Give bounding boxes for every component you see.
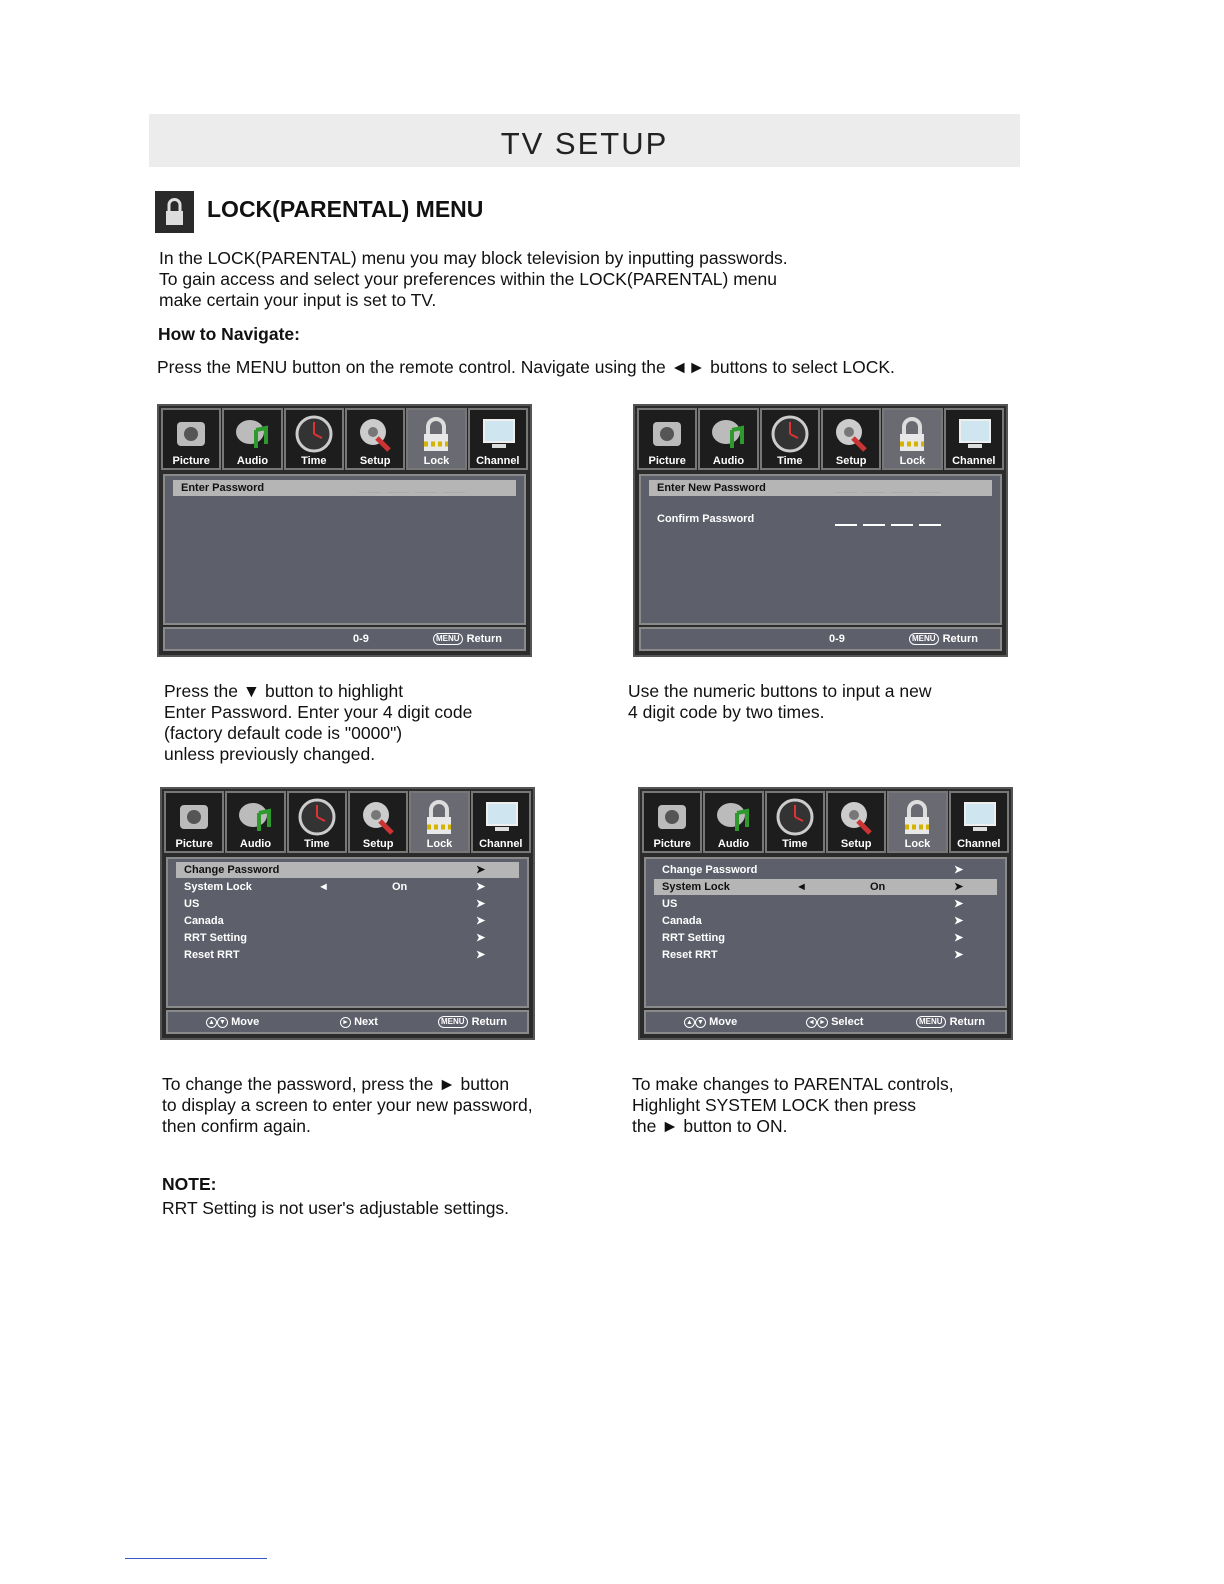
menu-panel bbox=[639, 474, 1002, 625]
clock-icon bbox=[770, 414, 810, 456]
gear-icon bbox=[355, 414, 395, 456]
return-hint: MENU Return bbox=[433, 633, 502, 645]
tab-picture[interactable]: Picture bbox=[161, 408, 221, 470]
menu-footer bbox=[166, 1010, 529, 1034]
music-note-icon bbox=[708, 414, 748, 456]
chevron-right-icon: ➤ bbox=[954, 898, 964, 910]
menu-item-change-password[interactable]: Change Password ➤ bbox=[662, 864, 964, 876]
chevron-right-icon: ➤ bbox=[954, 881, 964, 893]
tv-screen-lock-menu-change-password bbox=[160, 787, 535, 1040]
down-arrow-icon: ▼ bbox=[217, 1017, 228, 1028]
clock-icon bbox=[294, 414, 334, 456]
tab-setup[interactable]: Setup bbox=[826, 791, 886, 853]
next-hint: ► Next bbox=[340, 1016, 378, 1028]
camera-icon bbox=[171, 414, 211, 456]
right-arrow-icon: ► bbox=[817, 1017, 828, 1028]
music-note-icon bbox=[235, 797, 275, 839]
tab-picture[interactable]: Picture bbox=[637, 408, 697, 470]
padlock-icon bbox=[892, 414, 932, 456]
menu-button-icon: MENU bbox=[438, 1016, 468, 1028]
tv-screen-lock-menu-system-lock bbox=[638, 787, 1013, 1040]
clock-icon bbox=[297, 797, 337, 839]
menu-item-canada[interactable]: Canada ➤ bbox=[184, 915, 486, 927]
page-title: TV SETUP bbox=[500, 126, 669, 161]
menu-item-us[interactable]: US ➤ bbox=[184, 898, 486, 910]
chevron-right-icon: ➤ bbox=[476, 949, 486, 961]
tab-channel[interactable]: Channel bbox=[949, 791, 1009, 853]
tv-screen-new-password bbox=[633, 404, 1008, 657]
tab-lock[interactable]: Lock bbox=[406, 408, 466, 470]
caption-new-password: Use the numeric buttons to input a new 4 digit code by two times. bbox=[628, 681, 932, 722]
tv-screen-enter-password bbox=[157, 404, 532, 657]
tab-channel[interactable]: Channel bbox=[471, 791, 531, 853]
confirm-password-row[interactable]: Confirm Password bbox=[649, 511, 992, 527]
chevron-right-icon: ➤ bbox=[476, 915, 486, 927]
music-note-icon bbox=[713, 797, 753, 839]
menu-button-icon: MENU bbox=[916, 1016, 946, 1028]
chevron-right-icon: ➤ bbox=[954, 932, 964, 944]
enter-new-password-row[interactable]: Enter New Password bbox=[649, 480, 992, 496]
chevron-right-icon: ➤ bbox=[954, 915, 964, 927]
monitor-icon bbox=[954, 414, 994, 456]
menu-panel bbox=[163, 474, 526, 625]
tab-audio[interactable]: Audio bbox=[225, 791, 285, 853]
menu-tabs bbox=[637, 408, 1004, 470]
menu-item-system-lock[interactable]: System Lock ◄ On ➤ bbox=[654, 879, 997, 895]
padlock-icon bbox=[897, 797, 937, 839]
chevron-right-icon: ➤ bbox=[476, 864, 486, 876]
tab-setup[interactable]: Setup bbox=[821, 408, 881, 470]
camera-icon bbox=[652, 797, 692, 839]
chevron-right-icon: ➤ bbox=[476, 881, 486, 893]
tab-time[interactable]: Time bbox=[287, 791, 347, 853]
tab-audio[interactable]: Audio bbox=[698, 408, 758, 470]
caption-change-password: To change the password, press the ► button to display a screen to enter your new password, then confirm again. bbox=[162, 1074, 533, 1136]
menu-item-canada[interactable]: Canada ➤ bbox=[662, 915, 964, 927]
camera-icon bbox=[174, 797, 214, 839]
tab-setup[interactable]: Setup bbox=[345, 408, 405, 470]
chevron-right-icon: ➤ bbox=[954, 864, 964, 876]
music-note-icon bbox=[232, 414, 272, 456]
footer-rule bbox=[125, 1558, 267, 1559]
menu-item-rrt-setting[interactable]: RRT Setting ➤ bbox=[184, 932, 486, 944]
gear-icon bbox=[831, 414, 871, 456]
left-arrow-icon: ◄ bbox=[806, 1017, 817, 1028]
padlock-icon bbox=[416, 414, 456, 456]
note-heading: NOTE: bbox=[162, 1174, 217, 1194]
return-hint: MENU Return bbox=[909, 633, 978, 645]
camera-icon bbox=[647, 414, 687, 456]
caption-enter-password: Press the ▼ button to highlight Enter Password. Enter your 4 digit code (factory default code is "0000") unless previously changed. bbox=[164, 681, 473, 764]
menu-button-icon: MENU bbox=[909, 633, 939, 645]
chevron-right-icon: ➤ bbox=[954, 949, 964, 961]
tab-channel[interactable]: Channel bbox=[468, 408, 528, 470]
menu-button-icon: MENU bbox=[433, 633, 463, 645]
menu-tabs bbox=[161, 408, 528, 470]
chevron-right-icon: ➤ bbox=[476, 932, 486, 944]
tab-picture[interactable]: Picture bbox=[164, 791, 224, 853]
menu-item-change-password[interactable]: Change Password ➤ bbox=[176, 862, 519, 878]
up-arrow-icon: ▲ bbox=[206, 1017, 217, 1028]
tab-audio[interactable]: Audio bbox=[222, 408, 282, 470]
menu-footer bbox=[644, 1010, 1007, 1034]
tab-time[interactable]: Time bbox=[760, 408, 820, 470]
padlock-icon bbox=[419, 797, 459, 839]
note-text: RRT Setting is not user's adjustable settings. bbox=[162, 1198, 510, 1218]
clock-icon bbox=[775, 797, 815, 839]
return-hint: MENU Return bbox=[916, 1016, 985, 1028]
section-title: LOCK(PARENTAL) MENU bbox=[207, 196, 484, 222]
move-hint: ▲ ▼ Move bbox=[684, 1016, 737, 1028]
monitor-icon bbox=[478, 414, 518, 456]
menu-tabs bbox=[164, 791, 531, 853]
return-hint: MENU Return bbox=[438, 1016, 507, 1028]
tab-channel[interactable]: Channel bbox=[944, 408, 1004, 470]
chevron-right-icon: ➤ bbox=[476, 898, 486, 910]
menu-panel bbox=[644, 857, 1007, 1008]
monitor-icon bbox=[959, 797, 999, 839]
enter-password-row[interactable]: Enter Password bbox=[173, 480, 516, 496]
tab-lock[interactable]: Lock bbox=[409, 791, 469, 853]
tab-audio[interactable]: Audio bbox=[703, 791, 763, 853]
header-band bbox=[149, 114, 1020, 167]
tab-lock[interactable]: Lock bbox=[882, 408, 942, 470]
up-arrow-icon: ▲ bbox=[684, 1017, 695, 1028]
menu-panel bbox=[166, 857, 529, 1008]
menu-item-reset-rrt[interactable]: Reset RRT ➤ bbox=[662, 949, 964, 961]
menu-item-rrt-setting[interactable]: RRT Setting ➤ bbox=[662, 932, 964, 944]
monitor-icon bbox=[481, 797, 521, 839]
menu-footer bbox=[639, 627, 1002, 651]
right-arrow-icon: ► bbox=[340, 1017, 351, 1028]
menu-footer bbox=[163, 627, 526, 651]
chevron-left-icon: ◄ bbox=[318, 881, 329, 893]
intro-text: In the LOCK(PARENTAL) menu you may block television by inputting passwords. To gain access and select your preferences within the LOCK(PARENTAL) menu make certain your input is set to TV. bbox=[159, 248, 788, 310]
select-hint: ◄ ► Select bbox=[806, 1016, 863, 1028]
tab-time[interactable]: Time bbox=[284, 408, 344, 470]
menu-tabs bbox=[642, 791, 1009, 853]
menu-item-us[interactable]: US ➤ bbox=[662, 898, 964, 910]
tab-lock[interactable]: Lock bbox=[887, 791, 947, 853]
menu-item-system-lock[interactable]: System Lock ◄ On ➤ bbox=[184, 881, 486, 893]
menu-item-reset-rrt[interactable]: Reset RRT ➤ bbox=[184, 949, 486, 961]
gear-icon bbox=[836, 797, 876, 839]
chevron-left-icon: ◄ bbox=[796, 881, 807, 893]
tab-picture[interactable]: Picture bbox=[642, 791, 702, 853]
navigate-heading: How to Navigate: bbox=[158, 324, 300, 344]
gear-icon bbox=[358, 797, 398, 839]
caption-system-lock: To make changes to PARENTAL controls, Highlight SYSTEM LOCK then press the ► button to ON. bbox=[632, 1074, 954, 1136]
tab-time[interactable]: Time bbox=[765, 791, 825, 853]
tab-setup[interactable]: Setup bbox=[348, 791, 408, 853]
numeric-keys-hint: 0-9 bbox=[829, 633, 845, 645]
lock-icon bbox=[155, 191, 194, 233]
numeric-keys-hint: 0-9 bbox=[353, 633, 369, 645]
move-hint: ▲ ▼ Move bbox=[206, 1016, 259, 1028]
down-arrow-icon: ▼ bbox=[695, 1017, 706, 1028]
navigate-text: Press the MENU button on the remote control. Navigate using the ◄► buttons to select LOCK. bbox=[157, 357, 895, 377]
